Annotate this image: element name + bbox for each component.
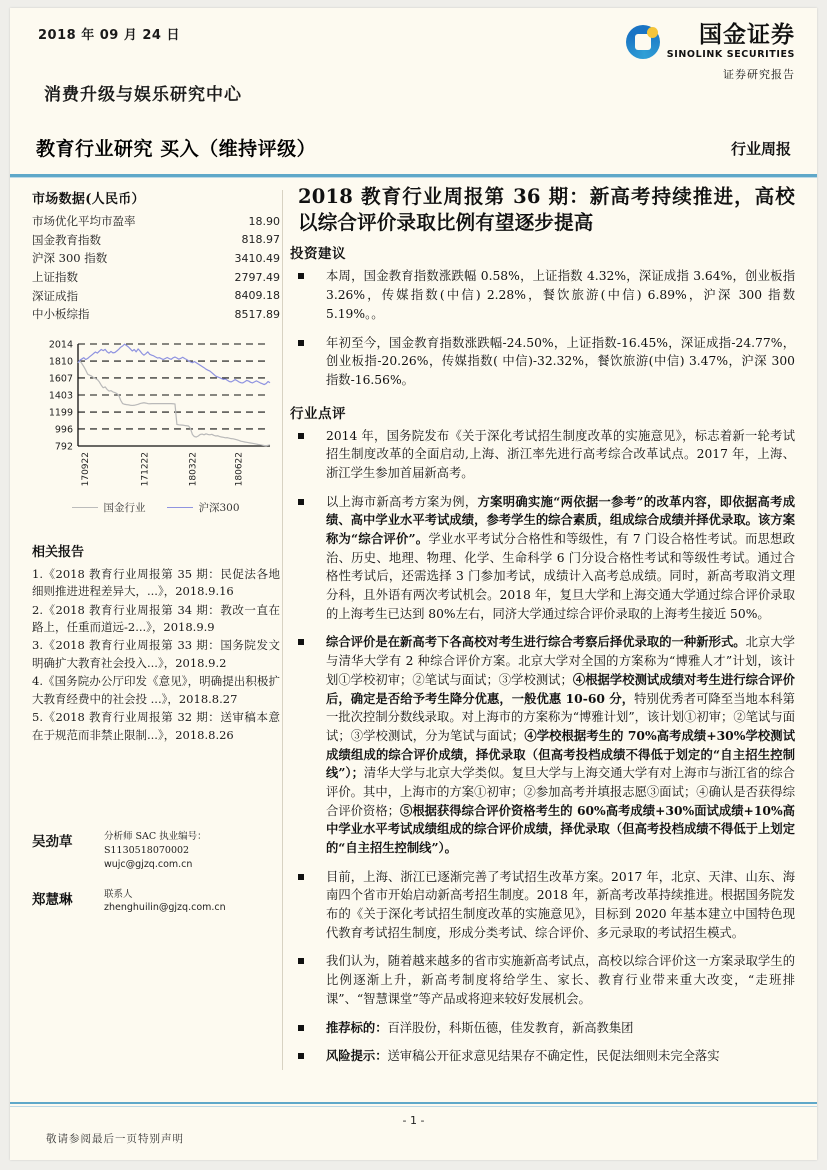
emphasis-text: ④学校根据考生的 70%高考成绩+30%学校测试成绩组成的综合评价成绩，择优录取（但高考投档成绩不得低于划定的“自主招生控制线”）； bbox=[326, 727, 795, 781]
chart-legend bbox=[32, 500, 280, 515]
legend-item-series-0 bbox=[72, 500, 145, 515]
list-item bbox=[290, 1019, 795, 1038]
investment-bullet-list bbox=[290, 267, 795, 389]
market-data-label: 深证成指 bbox=[32, 288, 78, 303]
analyst-details bbox=[104, 830, 280, 871]
analyst-contacts bbox=[32, 830, 280, 915]
table-row bbox=[32, 212, 280, 231]
list-item bbox=[290, 493, 795, 624]
market-data-label: 国金教育指数 bbox=[32, 232, 101, 247]
table-row bbox=[32, 231, 280, 250]
emphasis-text: 方案明确实施“两依据一参考”的改革内容，即依据高考成绩、高中学业水平考试成绩，参考学生的综合素质，组成综合成绩并择优录取。该方案称为“综合评价”。 bbox=[326, 493, 795, 547]
column-divider bbox=[282, 190, 283, 1070]
list-item: 年初至今，国金教育指数涨跌幅-24.50%，上证指数-16.45%，深证成指-24.77%，创业板指-20.26%，传媒指数( 中信)-32.32%，餐饮旅游(中信) 3.47%，沪深 300 指数-16.56%。 bbox=[290, 334, 795, 390]
market-data-title: 市场数据(人民币） bbox=[32, 192, 145, 207]
chart-y-tick-label: 792 bbox=[54, 441, 73, 453]
chart-x-tick-label: 171222 bbox=[140, 451, 151, 486]
report-date: 2018 年 09 月 24 日 bbox=[38, 28, 180, 43]
industry-review-bullet-list bbox=[290, 427, 795, 1066]
logo-english-name: SINOLINK SECURITIES bbox=[666, 49, 795, 60]
section-heading-review: 行业点评 bbox=[290, 405, 346, 422]
page-number: - 1 - bbox=[402, 1114, 425, 1127]
analyst-role: 联系人 bbox=[104, 888, 133, 900]
table-row bbox=[32, 286, 280, 305]
legend-swatch-icon bbox=[167, 507, 193, 508]
chart-canvas bbox=[32, 338, 277, 496]
body-text: 目前，上海、浙江已逐渐完善了考试招生改革方案。2017 年，北京、天津、山东、海南四个省市开始启动新高考招生制度。2018 年，新高考改革持续推进。根据国务院发布的《关于深化考试招生制度改革的实施意见》，目标到 2020 年基本建立中国特色现代教育考试招生制度，形成分类考试、综合评价、多元录取的考试招生模式。 bbox=[326, 869, 795, 940]
list-item bbox=[290, 952, 795, 1008]
market-data-value: 2797.49 bbox=[234, 270, 280, 284]
body-text: 2014 年，国务院发布《关于深化考试招生制度改革的实施意见》，标志着新一轮考试招生制度改革的全面启动,上海、浙江率先进行高考综合改革试点。2017 年，上海、浙江学生参加首届新高考。 bbox=[326, 428, 795, 480]
market-data-label: 沪深 300 指数 bbox=[32, 251, 108, 266]
list-item: 本周，国金教育指数涨跌幅 0.58%，上证指数 4.32%，深证成指 3.64%，创业板指 3.26%，传媒指数(中信) 2.28%，餐饮旅游(中信) 6.89%，沪深 300 指数 5.19%。。 bbox=[290, 267, 795, 323]
emphasis-text: 风险提示： bbox=[326, 1048, 388, 1064]
table-row bbox=[32, 268, 280, 287]
chart-x-tick-label: 180322 bbox=[188, 451, 199, 486]
market-data-value: 3410.49 bbox=[234, 251, 280, 265]
list-item[interactable]: 1.《2018 教育行业周报第 35 期：民促法各地细则推进进程差异大，...》，2018.9.16 bbox=[32, 566, 280, 599]
emphasis-text: ⑤根据获得综合评价资格考生的 60%高考成绩+30%面试成绩+10%高中学业水平考试成绩组成的综合评价成绩，择优录取（但高考投档成绩不得低于上划定的“自主招生控制线”）。 bbox=[326, 802, 795, 856]
analyst-email[interactable]: zhenghuilin@gjzq.com.cn bbox=[104, 902, 226, 914]
body-text: 以上海市新高考方案为例， bbox=[326, 494, 478, 509]
list-item bbox=[290, 427, 795, 483]
analyst-name: 吴劲草 bbox=[32, 834, 73, 851]
list-item bbox=[290, 633, 795, 857]
related-reports-list bbox=[32, 566, 280, 745]
list-item bbox=[290, 1047, 795, 1066]
market-data-value: 18.90 bbox=[248, 214, 280, 228]
chart-y-tick-label: 1810 bbox=[48, 356, 73, 368]
chart-y-tick-label: 2014 bbox=[48, 339, 73, 351]
footer-divider-thin bbox=[10, 1106, 817, 1107]
body-text: 送审稿公开征求意见结果存不确定性，民促法细则未完全落实 bbox=[387, 1049, 720, 1064]
page-header bbox=[10, 8, 817, 176]
analyst-name: 郑慧琳 bbox=[32, 891, 73, 908]
chart-y-tick-label: 1403 bbox=[48, 390, 73, 402]
list-item[interactable]: 3.《2018 教育行业周报第 33 期：国务院发文明确扩大教育社会投入...》，2018.9.2 bbox=[32, 638, 280, 670]
footer-divider bbox=[10, 1102, 817, 1104]
analyst-email[interactable]: wujc@gjzq.com.cn bbox=[104, 858, 193, 870]
company-logo bbox=[599, 24, 795, 82]
list-item[interactable]: 2.《2018 教育行业周报第 34 期：教改一直在路上，任重而道远-2...》，2018.9.9 bbox=[32, 602, 280, 634]
market-data-value: 818.97 bbox=[241, 233, 280, 247]
industry-rating-title: 教育行业研究 买入（维持评级） bbox=[36, 138, 317, 160]
logo-chinese-name: 国金证券 bbox=[699, 22, 795, 48]
analyst-details bbox=[104, 888, 226, 916]
list-item[interactable]: 4.《国务院办公厅印发《意见》，明确提出积极扩大教育经费中的社会投 ...》，2018.8.27 bbox=[32, 674, 280, 706]
sinolink-mark-icon bbox=[626, 25, 660, 59]
list-item bbox=[290, 868, 795, 943]
report-page bbox=[10, 8, 817, 1160]
chart-y-tick-label: 996 bbox=[54, 424, 73, 436]
market-data-label: 中小板综指 bbox=[32, 307, 90, 322]
analyst-entry bbox=[32, 830, 280, 871]
list-item[interactable]: 5.《2018 教育行业周报第 32 期：送审稿本意在于规范而非禁止限制...》，2018.8.26 bbox=[32, 710, 280, 742]
page-footer bbox=[10, 1102, 817, 1146]
market-data-label: 市场优化平均市盈率 bbox=[32, 214, 136, 229]
body-text: 学业水平考试分合格性和等级性，有 7 门设合格性考试。而思想政治、历史、地理、物理、化学、生命科学 6 门分设合格性考试和等级性考试。通过合格性考试后，还需选择 3 门参加考试，成绩计入高考总成绩。同时，新高考取消文理分科，且外语有两次考试机会。2018 年，复旦大学和上海交通大学通过综合评价录取的上海考生已达到 80%左右，同济大学通过综合评价录取的上海考生接近 50%。 bbox=[326, 532, 795, 621]
legend-label: 沪深300 bbox=[198, 501, 240, 514]
chart-x-tick-label: 180622 bbox=[234, 451, 245, 486]
body-text: 我们认为，随着越来越多的省市实施新高考试点，高校以综合评价这一方案录取学生的比例逐渐上升，新高考制度将给学生、家长、教育行业带来重大改变，“走班排课”、“智慧课堂”等产品或将迎来较好发展机会。 bbox=[326, 954, 795, 1006]
logo-tagline: 证券研究报告 bbox=[723, 68, 795, 81]
emphasis-text: ④根据学校测试成绩对考生进行综合评价后，确定是否给予考生降分优惠，一般优惠 10-60 分， bbox=[326, 671, 795, 706]
market-data-label: 上证指数 bbox=[32, 270, 78, 285]
legend-label: 国金行业 bbox=[103, 501, 146, 514]
page-body bbox=[10, 176, 817, 1106]
research-center-name: 消费升级与娱乐研究中心 bbox=[44, 85, 242, 105]
sidebar-left bbox=[32, 188, 280, 931]
chart-y-tick-label: 1199 bbox=[48, 407, 73, 419]
table-row bbox=[32, 305, 280, 324]
table-row bbox=[32, 249, 280, 268]
market-data-value: 8409.18 bbox=[234, 289, 280, 303]
legend-item-series-1 bbox=[167, 500, 239, 515]
page-title: 2018 教育行业周报第 36 期：新高考持续推进，高校以综合评价录取比例有望逐步提高 bbox=[298, 185, 795, 234]
body-text: 特别优秀者可降至当地本科第一批次控制分数线录取。对上海市的方案称为“博雅计划”，该计划①初审；②笔试与面试；③学校测试，分为笔试与面试； bbox=[326, 691, 795, 743]
body-text: 百洋股份，科斯伍德，佳发教育，新高教集团 bbox=[387, 1020, 634, 1035]
emphasis-text: 综合评价是在新高考下各高校对考生进行综合考察后择优录取的一种新形式。 bbox=[326, 634, 746, 650]
legend-swatch-icon bbox=[72, 507, 98, 508]
main-content bbox=[290, 184, 795, 1076]
related-reports-title: 相关报告 bbox=[32, 544, 85, 560]
analyst-role: 分析师 SAC 执业编号：S1130518070002 bbox=[104, 831, 207, 857]
body-text: 北京大学与清华大学有 2 种综合评价方案。北京大学对全国的方案称为“博雅人才”计划，该计划①学校初审；②笔试与面试；③学校测试； bbox=[326, 635, 795, 687]
index-performance-chart bbox=[32, 338, 277, 496]
analyst-entry bbox=[32, 888, 280, 916]
chart-series-line-0 bbox=[78, 361, 270, 446]
market-data-table bbox=[32, 212, 280, 324]
emphasis-text: 推荐标的： bbox=[326, 1019, 388, 1035]
section-heading-investment: 投资建议 bbox=[290, 246, 346, 263]
market-data-value: 8517.89 bbox=[234, 307, 280, 321]
chart-x-tick-label: 170922 bbox=[80, 451, 91, 486]
report-type-label: 行业周报 bbox=[730, 140, 791, 158]
chart-y-tick-label: 1607 bbox=[48, 373, 73, 385]
footer-disclaimer: 敬请参阅最后一页特别声明 bbox=[46, 1133, 184, 1145]
body-text: 清华大学与北京大学类似。复旦大学与上海交通大学有对上海市与浙江省的综合评价。其中，上海市的方案①初审；②参加高考并填报志愿③面试；④确认是否获得综合评价资格； bbox=[326, 766, 795, 818]
